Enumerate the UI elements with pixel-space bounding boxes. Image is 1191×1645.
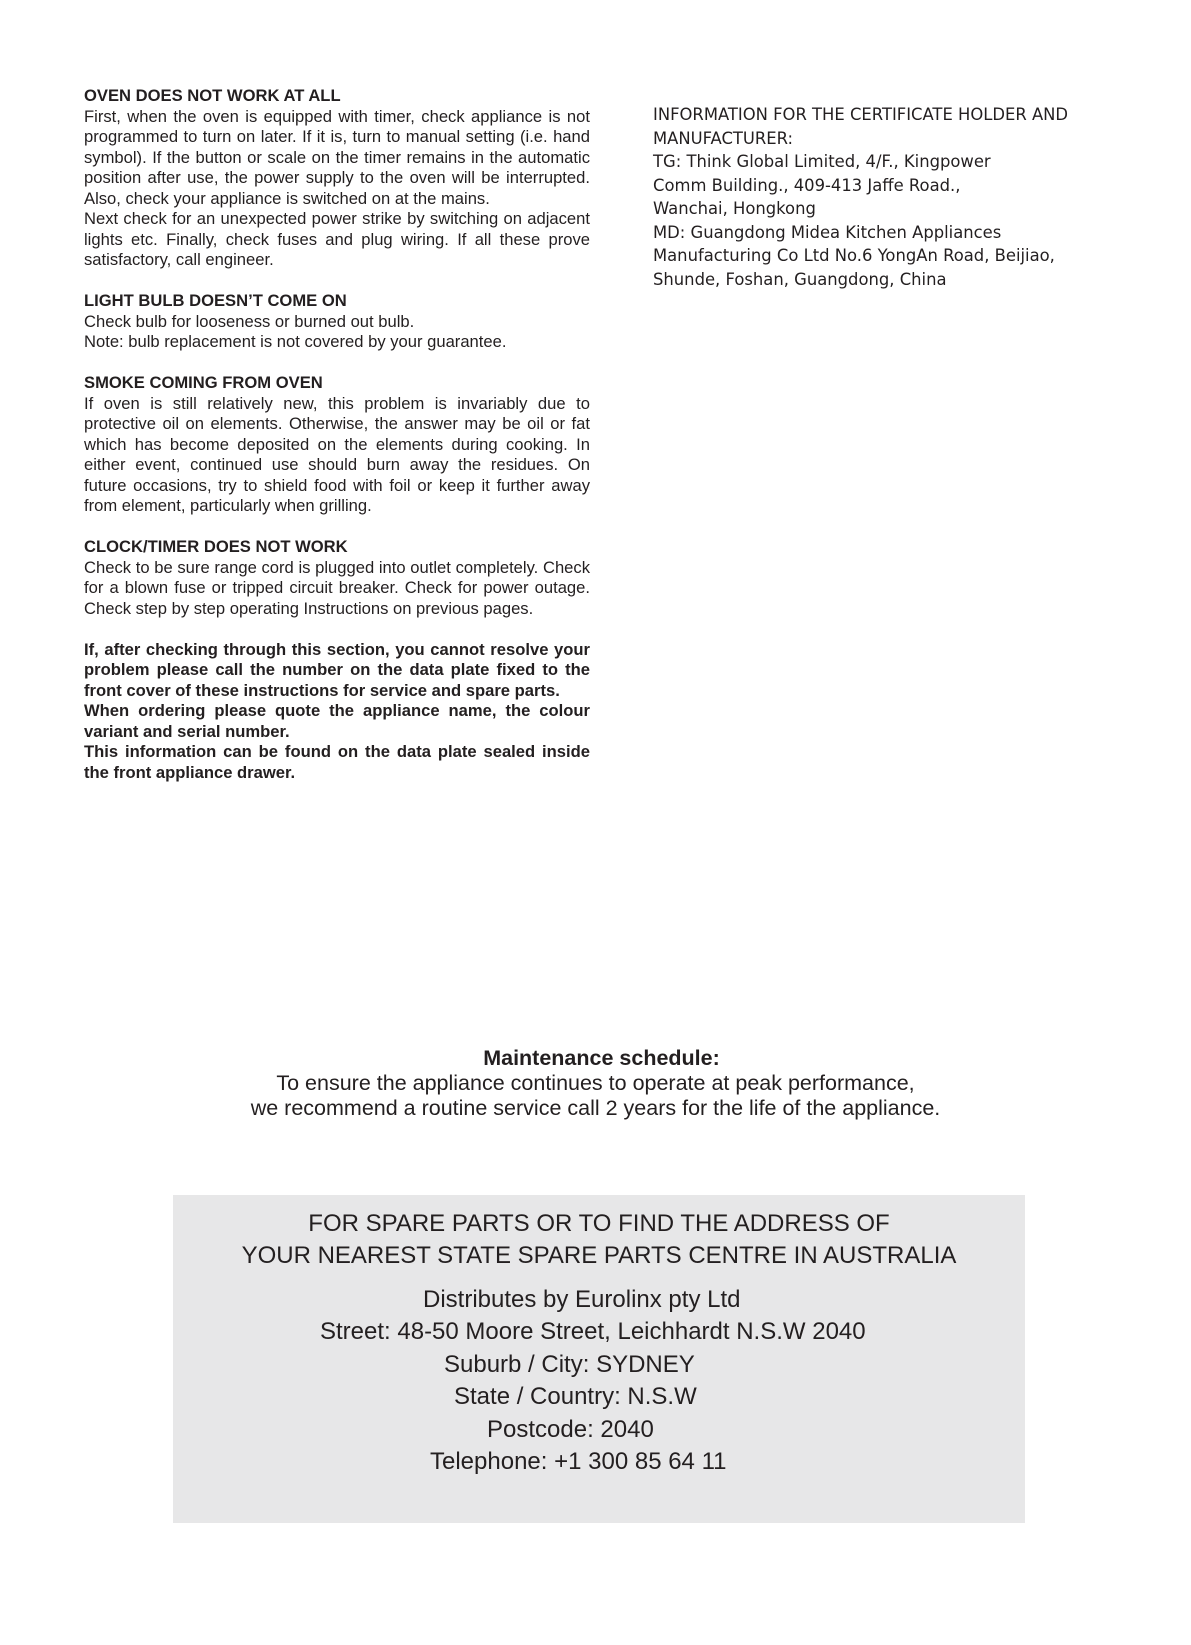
certificate-line: INFORMATION FOR THE CERTIFICATE HOLDER AND	[653, 105, 1069, 124]
heading-light-bulb: LIGHT BULB DOESN’T COME ON	[84, 291, 347, 310]
spare-parts-heading-line-2: YOUR NEAREST STATE SPARE PARTS CENTRE IN AUSTRALIA	[241, 1242, 957, 1269]
distributor-suburb: Suburb / City: SYDNEY	[444, 1351, 695, 1378]
section-light-bulb	[84, 291, 590, 353]
certificate-line: Comm Building., 409-413 Jaffe Road.,	[653, 175, 961, 195]
troubleshooting-column	[84, 86, 590, 804]
section-clock-timer	[84, 537, 590, 619]
distributor-street: Street: 48-50 Moore Street, Leichhardt N.S.W 2040	[320, 1318, 866, 1345]
maintenance-line-1: To ensure the appliance continues to operate at peak performance,	[276, 1071, 915, 1095]
service-notice-paragraph-1: If, after checking through this section, you cannot resolve your problem please call the number on the data plate fixed to the front cover of these instructions for service and spare parts.	[84, 639, 590, 700]
certificate-line: MANUFACTURER:	[653, 128, 794, 148]
clock-timer-paragraph: Check to be sure range cord is plugged into outlet completely. Check for a blown fuse or tripped circuit breaker. Check for power outage. Check step by step operating Instructions on previous pages.	[84, 557, 590, 618]
distributor-name: Distributes by Eurolinx pty Ltd	[423, 1286, 741, 1313]
spare-parts-box	[173, 1195, 1025, 1523]
certificate-line: Shunde, Foshan, Guangdong, China	[653, 269, 947, 289]
heading-oven-not-work: OVEN DOES NOT WORK AT ALL	[84, 86, 341, 105]
distributor-state: State / Country: N.S.W	[454, 1383, 697, 1410]
heading-clock-timer: CLOCK/TIMER DOES NOT WORK	[84, 537, 348, 556]
heading-smoke: SMOKE COMING FROM OVEN	[84, 373, 323, 392]
oven-not-work-paragraph-2: Next check for an unexpected power strike by switching on adjacent lights etc. Finally, check fuses and plug wiring. If all these prove satisfactory, call engineer.	[84, 209, 590, 269]
section-smoke	[84, 373, 590, 517]
certificate-line: TG: Think Global Limited, 4/F., Kingpower	[653, 152, 991, 171]
spare-parts-heading-line-1: FOR SPARE PARTS OR TO FIND THE ADDRESS OF	[308, 1210, 890, 1237]
service-notice-paragraph-3: This information can be found on the data plate sealed inside the front appliance drawer.	[84, 742, 590, 782]
smoke-paragraph: If oven is still relatively new, this problem is invariably due to protective oil on elements. Otherwise, the answer may be oil or fat which has become deposited on the elements during cooking. In either event, continued use should burn away the residues. On future occasions, try to shield food with foil or keep it further away from element, particularly when grilling.	[84, 393, 590, 515]
light-bulb-line-1: Check bulb for looseness or burned out bulb.	[84, 311, 415, 331]
maintenance-title: Maintenance schedule:	[483, 1046, 720, 1070]
certificate-line: MD: Guangdong Midea Kitchen Appliances	[653, 222, 1002, 242]
maintenance-schedule	[0, 1046, 1191, 1121]
oven-not-work-paragraph-1: First, when the oven is equipped with timer, check appliance is not programmed to turn on later. If it is, turn to manual setting (i.e. hand symbol). If the button or scale on the timer remains in the automatic position after use, the power supply to the oven will be interrupted. Also, check your appliance is switched on at the mains.	[84, 106, 590, 208]
service-notice	[84, 640, 590, 784]
certificate-line: Wanchai, Hongkong	[653, 199, 816, 218]
service-notice-paragraph-2: When ordering please quote the appliance name, the colour variant and serial number.	[84, 701, 590, 741]
certificate-holder-info	[653, 103, 1103, 291]
maintenance-line-2: we recommend a routine service call 2 years for the life of the appliance.	[250, 1096, 941, 1120]
light-bulb-line-2: Note: bulb replacement is not covered by your guarantee.	[84, 332, 507, 351]
certificate-line: Manufacturing Co Ltd No.6 YongAn Road, Beijiao,	[653, 246, 1055, 265]
distributor-postcode: Postcode: 2040	[487, 1416, 654, 1443]
spare-parts-heading	[173, 1208, 1025, 1272]
section-oven-not-work	[84, 86, 590, 271]
distributor-telephone: Telephone: +1 300 85 64 11	[430, 1448, 727, 1475]
